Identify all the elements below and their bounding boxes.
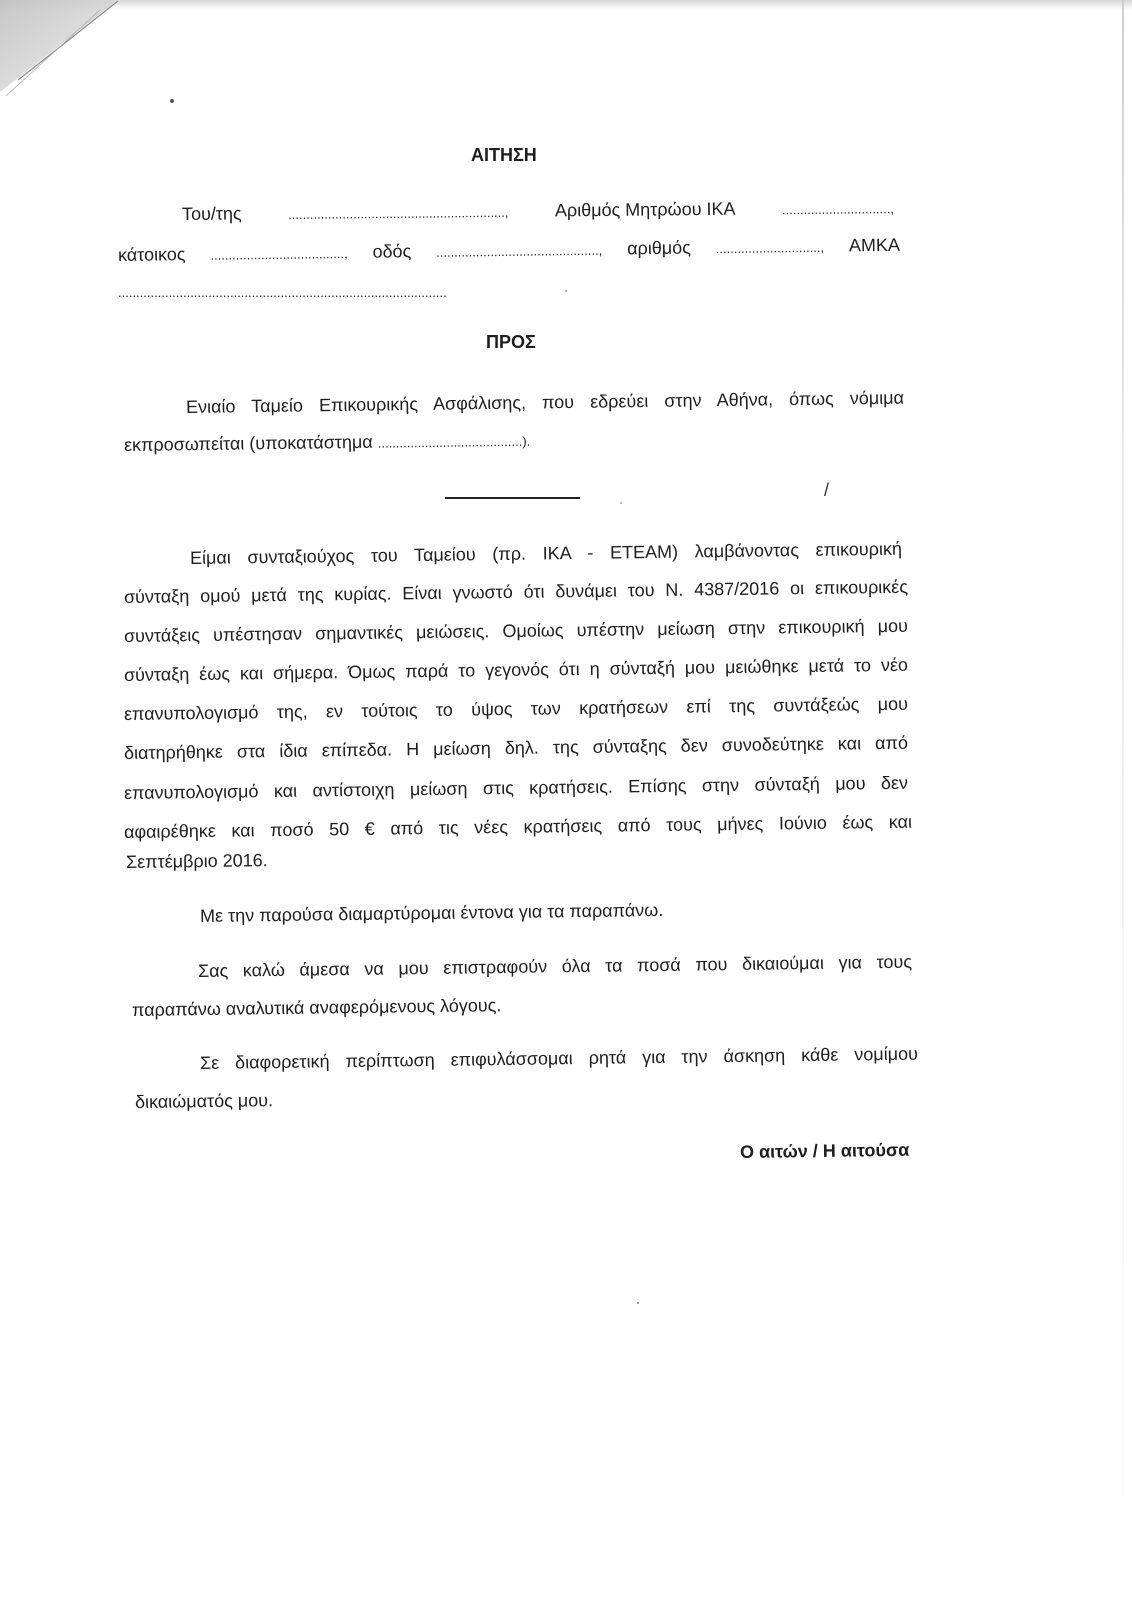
- recipient-line-2: [124, 431, 530, 454]
- scan-right-edge: [1122, 0, 1124, 1600]
- scan-speck: [620, 502, 622, 504]
- street-fill: .............................................,: [436, 242, 603, 260]
- amka-fill: ...........................................................................................: [118, 285, 447, 300]
- scan-speck: [170, 99, 174, 103]
- reservation-line: Σε διαφορετική περίπτωση επιφυλάσσομαι ρητά για την άσκηση κάθε νομίμου: [199, 1043, 919, 1073]
- applicant-line-2: [118, 236, 900, 264]
- body-line: επανυπολογισμό και αντίστοιχη μείωση στις κρατήσεις. Επίσης στην σύνταξή μου δεν: [123, 772, 909, 803]
- document-title: ΑΙΤΗΣΗ: [471, 145, 537, 165]
- request-line: Σας καλώ άμεσα να μου επιστραφούν όλα τα ποσά που δικαιούμαι για τους: [197, 951, 913, 981]
- body-line: Είμαι συνταξιούχος του Ταμείου (πρ. ΙΚΑ - ΕΤΕΑΜ) λαμβάνοντας επικουρική: [189, 538, 903, 568]
- scan-top-edge: [0, 0, 1132, 10]
- branch-label: εκπροσωπείται (υποκατάστημα: [123, 431, 373, 455]
- number-label: αριθμός: [626, 237, 691, 259]
- scan-folded-corner: [0, 0, 120, 110]
- street-label: οδός: [372, 241, 412, 262]
- body-line: αφαιρέθηκε και ποσό 50 € από τις νέες κρατήσεις από τους μήνες Ιούνιο έως και: [123, 811, 913, 842]
- reservation-line: δικαιώματός μου.: [134, 1090, 274, 1112]
- amka-label: ΑΜΚΑ: [848, 234, 901, 256]
- residence-label: κάτοικος: [117, 244, 186, 265]
- body-line: Σεπτέμβριο 2016.: [125, 850, 268, 872]
- body-line: σύνταξη ομού μετά της κυρίας. Είναι γνωστό ότι δυνάμει του Ν. 4387/2016 οι επικουρικές: [123, 576, 909, 607]
- branch-fill: ........................................).: [377, 433, 531, 451]
- applicant-name-fill: ............................................................,: [288, 204, 509, 222]
- request-line: παραπάνω αναλυτικά αναφερόμενους λόγους.: [131, 995, 502, 1020]
- scan-speck: [565, 290, 567, 292]
- scan-speck: [637, 1302, 639, 1304]
- ika-registry-label: Αριθμός Μητρώου ΙΚΑ: [554, 198, 736, 221]
- stray-mark: /: [824, 480, 830, 500]
- to-title: ΠΡΟΣ: [486, 332, 536, 352]
- recipient-line-1: Ενιαίο Ταμείο Επικουρικής Ασφάλισης, που εδρεύει στην Αθήνα, όπως νόμιμα: [185, 387, 905, 417]
- protest-line: Με την παρούσα διαμαρτύρομαι έντονα για τα παραπάνω.: [199, 899, 664, 926]
- signature-label: Ο αιτών / Η αιτούσα: [739, 1139, 910, 1162]
- ika-registry-fill: ..............................,: [781, 201, 895, 218]
- number-fill: .............................,: [715, 239, 825, 257]
- section-separator: [445, 497, 580, 499]
- body-line: σύνταξη έως και σήμερα. Όμως παρά το γεγονός ότι η σύνταξή μου μειώθηκε μετά το νέο: [123, 654, 909, 685]
- applicant-line-1: [182, 198, 894, 223]
- body-line: επανυπολογισμό της, εν τούτοις το ύψος των κρατήσεων επί της συντάξεώς μου: [123, 693, 909, 724]
- applicant-prefix: Του/της: [181, 203, 242, 224]
- body-line: συντάξεις υπέστησαν σημαντικές μειώσεις. Ομοίως υπέστην μείωση στην επικουρική μου: [123, 615, 909, 646]
- residence-fill: .....................................,: [210, 245, 348, 263]
- body-line: διατηρήθηκε στα ίδια επίπεδα. Η μείωση δηλ. της σύνταξης δεν συνοδεύτηκε και από: [123, 732, 909, 763]
